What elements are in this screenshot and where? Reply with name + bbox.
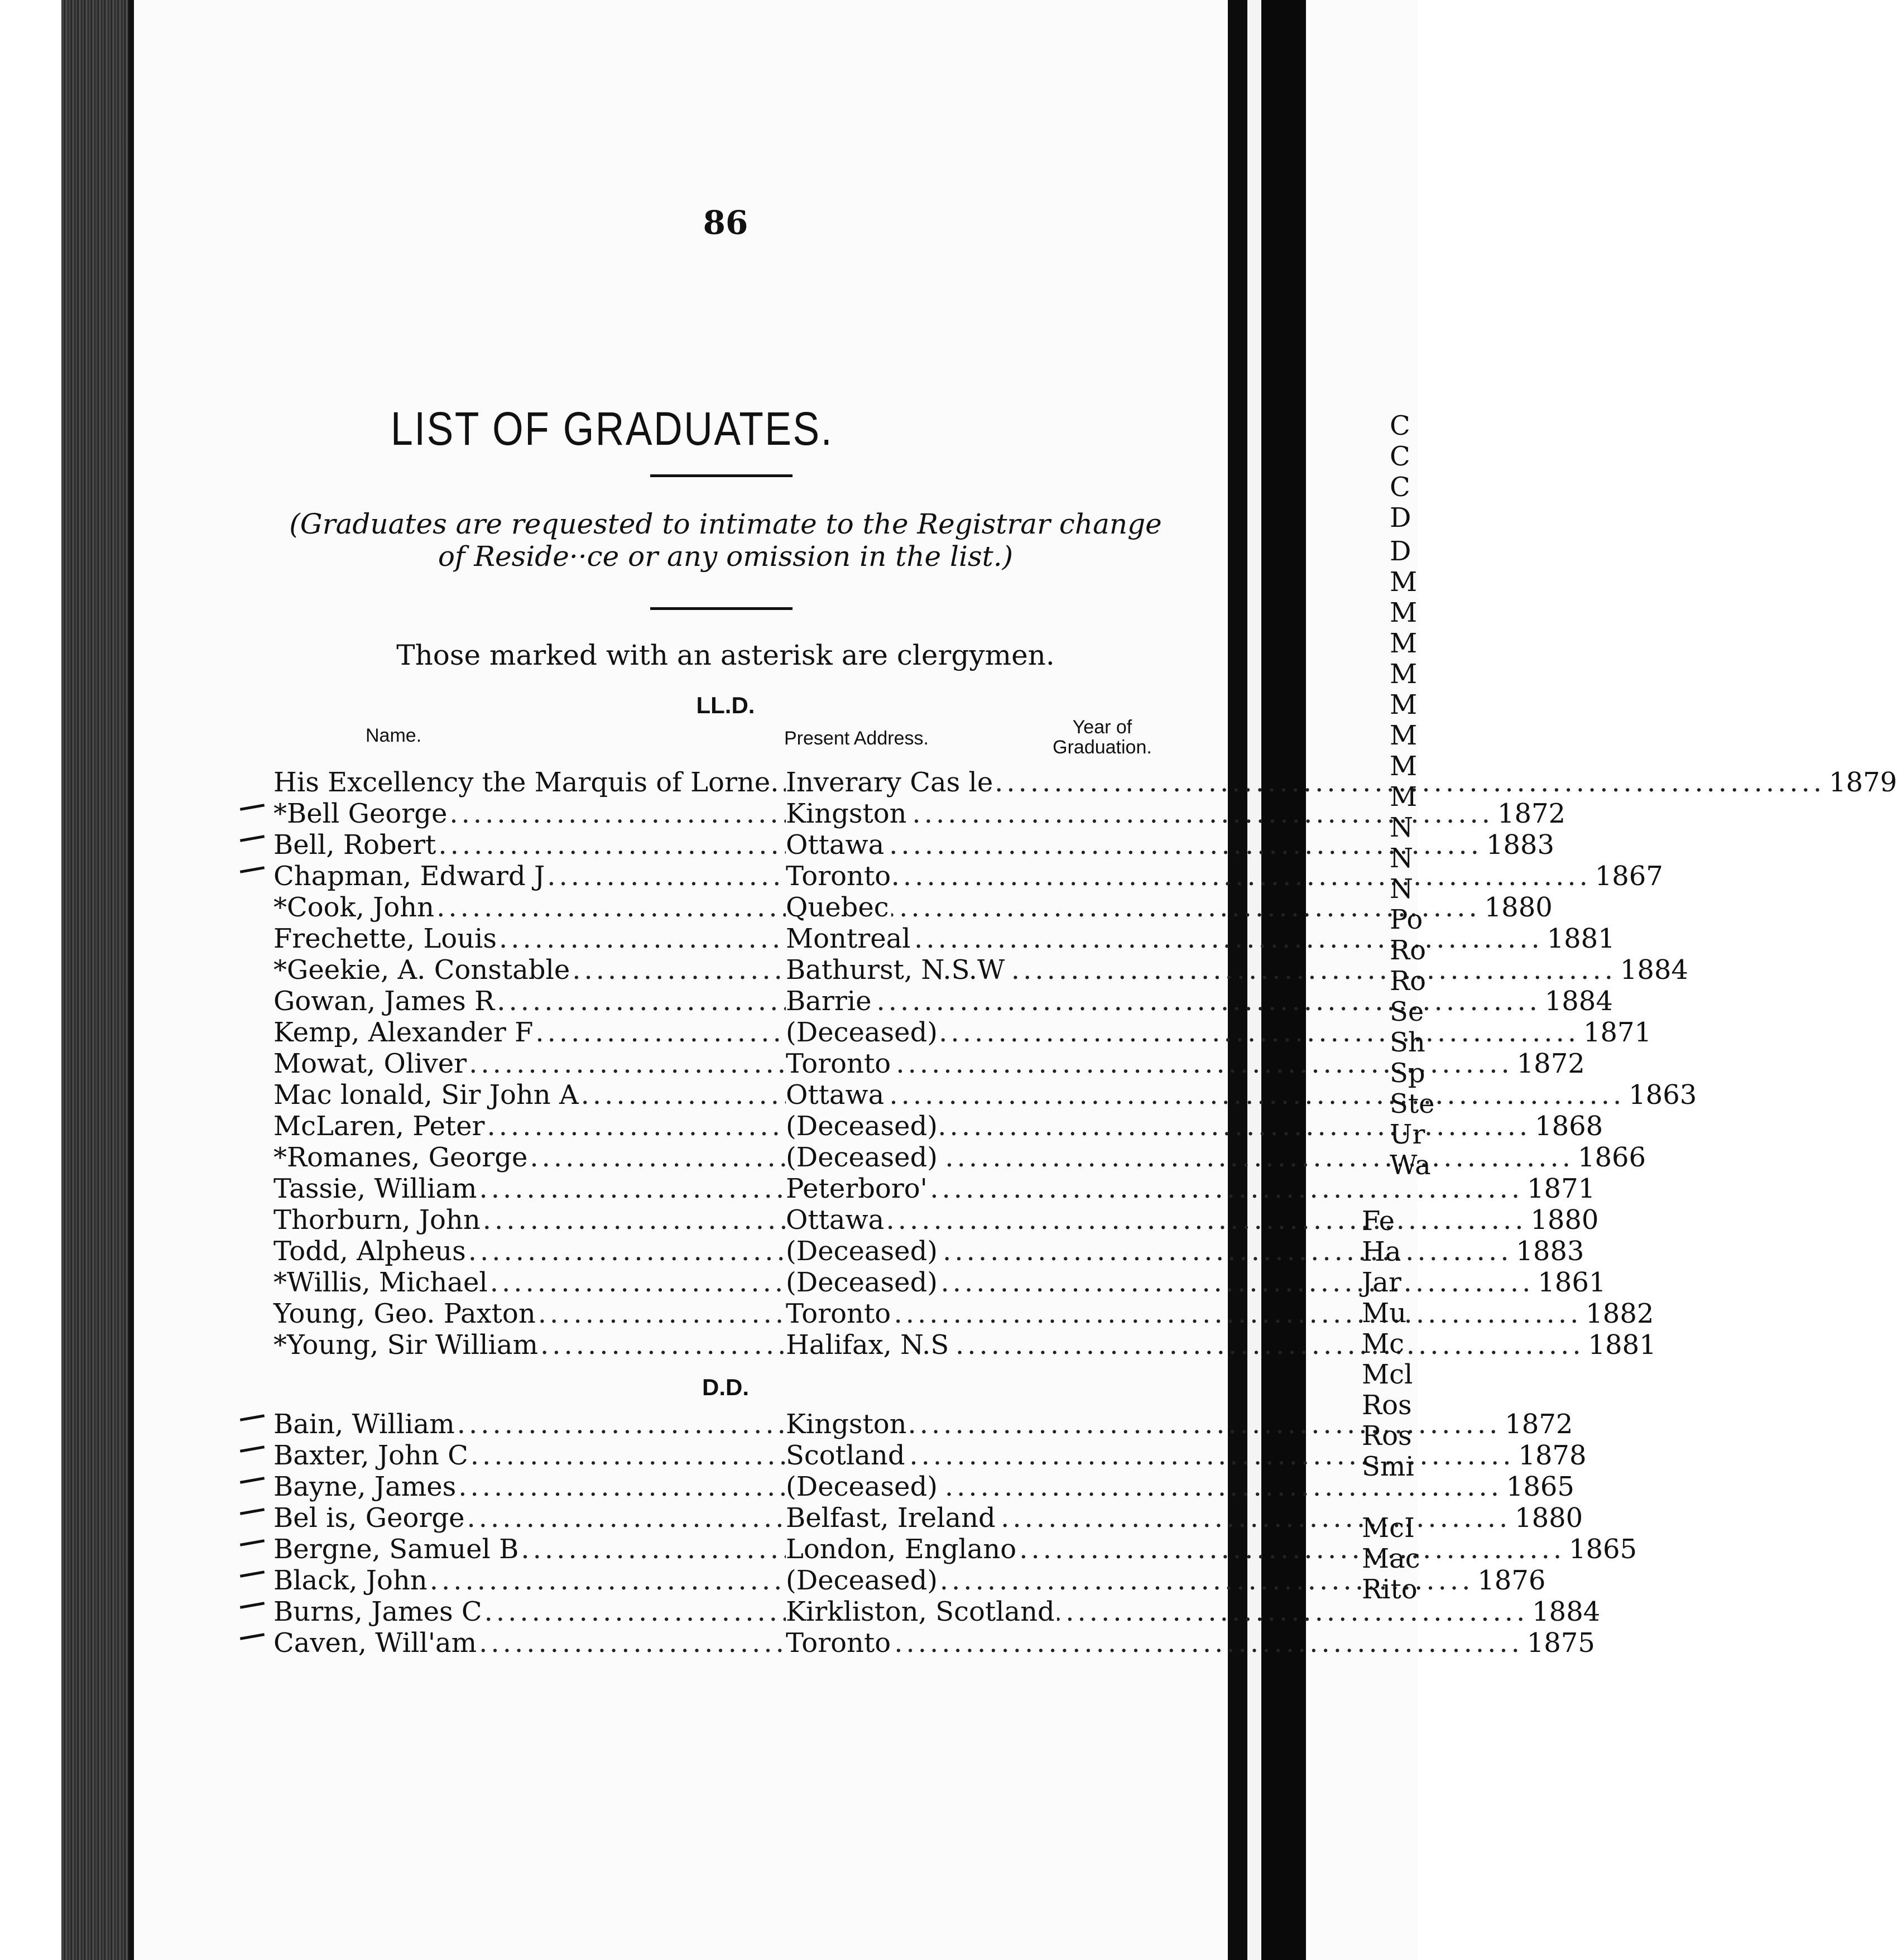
graduation-year: 1871 [1527,1173,1596,1204]
next-page-fragment: M [1390,659,1418,690]
next-page-fragment: Mac [1362,1543,1420,1574]
graduation-year: 1880 [1515,1502,1583,1534]
next-page-fragment: M [1390,689,1418,720]
graduate-address: (Deceased) [786,1267,940,1298]
next-page-fragment: Po [1390,904,1423,935]
graduate-address: (Deceased) [786,1017,940,1048]
graduate-address: Ottawa [786,1079,886,1111]
next-page-fragment: Ro [1390,935,1427,966]
graduate-name: Bain, William [273,1409,455,1440]
graduation-year: 1879 [1829,767,1897,798]
next-page-fragment: Ro [1390,965,1427,997]
next-page-fragment: Smi [1362,1451,1414,1482]
leader-dots [572,954,1616,986]
graduate-name: Bell, Robert [273,829,436,861]
graduation-year: 1881 [1547,923,1615,954]
leader-dots [430,1565,1474,1596]
graduation-year: 1880 [1484,892,1553,923]
next-page-fragment: C [1390,441,1410,472]
graduate-name: Mac lonald, Sir John A [273,1079,579,1111]
graduate-name: Bergne, Samuel B [273,1534,519,1565]
leader-dots [470,1440,1515,1471]
graduate-row [273,829,1554,861]
graduate-name: *Willis, Michael [273,1267,488,1298]
graduation-year: 1884 [1544,986,1613,1017]
graduation-year: 1865 [1506,1471,1574,1502]
graduate-row [273,861,1663,892]
registrar-note: (Graduates are requested to intimate to the Registrar change of Reside··ce or any omission in the list.) [289,508,1162,573]
graduate-row [273,1173,1596,1204]
graduate-row [273,798,1566,829]
leader-dots [479,1173,1523,1204]
graduate-name: Young, Geo. Paxton [273,1298,536,1329]
graduate-address: Kirkliston, Scotland [786,1596,1057,1627]
column-header-name: Name. [366,725,422,746]
next-page-fragment: M [1390,781,1418,813]
graduate-address: Halifax, N.S [786,1329,951,1361]
next-page-fragment: D [1390,536,1411,567]
graduate-name: Bayne, James [273,1471,457,1502]
column-header-year-line1: Year of [1072,717,1132,738]
leader-dots [457,1409,1501,1440]
next-page-fragment: Ros [1362,1420,1412,1452]
graduate-address: (Deceased) [786,1565,940,1596]
graduate-name: Thorburn, John [273,1204,481,1236]
graduate-row [273,1471,1574,1502]
next-page-fragment: Mcl [1362,1359,1413,1390]
leader-dots [547,861,1591,892]
graduation-year: 1871 [1583,1017,1652,1048]
column-header-address: Present Address. [784,728,929,749]
graduate-address: (Deceased) [786,1142,940,1173]
graduate-name: Baxter, John C [273,1440,468,1471]
next-page-fragment: N [1390,873,1413,905]
next-page-fragment: Rito [1362,1574,1418,1605]
graduate-address: Kingston [786,798,909,829]
graduate-name: Todd, Alpheus [273,1236,466,1267]
graduate-name: Burns, James C [273,1596,482,1627]
graduate-name: Bel is, George [273,1502,465,1534]
leader-dots [487,1111,1531,1142]
scan-background [0,0,61,1960]
next-page-fragment: N [1390,843,1413,874]
graduation-year: 1882 [1586,1298,1654,1329]
book-spine [61,0,128,1960]
graduate-name: *Young, Sir William [273,1329,538,1361]
graduation-year: 1875 [1526,1627,1595,1659]
next-page-fragment: D [1390,502,1411,534]
leader-dots [468,1236,1512,1267]
graduate-name: McLaren, Peter [273,1111,485,1142]
next-page-fragment: M [1390,628,1418,659]
next-page-fragment: McI [1362,1512,1415,1544]
graduate-address: Ottawa [786,1204,886,1236]
graduate-name: Kemp, Alexander F [273,1017,534,1048]
title-rule [650,474,793,477]
graduation-year: 1868 [1535,1111,1603,1142]
graduate-address: Toronto [786,1298,893,1329]
graduate-name: Caven, Will'am [273,1627,477,1659]
next-page-fragment: Ur [1390,1119,1425,1150]
graduation-year: 1867 [1595,861,1663,892]
leader-dots [479,1627,1523,1659]
section-heading-lld: LL.D. [696,692,755,718]
graduate-address: Kingston [786,1409,909,1440]
graduation-year: 1876 [1477,1565,1546,1596]
graduate-address: (Deceased) [786,1471,940,1502]
next-page-fragment: C [1390,472,1410,503]
graduation-year: 1872 [1497,798,1566,829]
graduate-name: *Geekie, A. Constable [273,954,570,986]
leader-dots [497,986,1541,1017]
next-page-fragment: Jar [1362,1267,1401,1298]
graduate-address: Montreal [786,923,913,954]
leader-dots [436,892,1481,923]
leader-dots [540,1329,1584,1361]
graduation-year: 1872 [1505,1409,1573,1440]
graduate-address: Quebec [786,892,891,923]
graduate-row [273,1596,1601,1627]
graduate-name: His Excellency the Marquis of Lorne. [273,767,779,798]
graduate-address: Barrie [786,986,874,1017]
leader-dots [469,1048,1513,1079]
graduate-row [273,1627,1595,1659]
graduate-row [273,767,1897,798]
graduate-name: *Romanes, George [273,1142,528,1173]
leader-dots [438,829,1482,861]
graduate-name: Frechette, Louis [273,923,497,954]
graduate-name: Chapman, Edward J [273,861,545,892]
note-rule [650,607,793,610]
graduate-address: Toronto [786,1048,893,1079]
graduation-year: 1861 [1538,1267,1606,1298]
graduation-year: 1863 [1629,1079,1697,1111]
next-page-fragment: M [1390,751,1418,782]
leader-dots [499,923,1543,954]
graduation-year: 1865 [1568,1534,1637,1565]
graduate-name: Black, John [273,1565,428,1596]
next-page-fragment: Se [1390,996,1424,1027]
section-heading-dd: D.D. [702,1374,749,1400]
graduate-name: Gowan, James R [273,986,495,1017]
next-page-fragment: C [1390,410,1410,441]
page-title: LIST OF GRADUATES. [391,402,834,455]
graduation-year: 1884 [1620,954,1688,986]
next-page-fragment: M [1390,597,1418,628]
next-page-fragment: Ros [1362,1390,1412,1421]
graduation-year: 1872 [1516,1048,1585,1079]
graduate-address: (Deceased) [786,1236,940,1267]
graduation-year: 1884 [1532,1596,1601,1627]
graduate-address: Bathurst, N.S.W [786,954,1007,986]
next-page-fragment: Wa [1390,1150,1431,1181]
graduate-name: Mowat, Oliver [273,1048,467,1079]
column-header-year-line2: Graduation. [1053,737,1152,758]
next-page-fragment: Mu [1362,1298,1407,1329]
asterisk-note: Those marked with an asterisk are clergymen. [396,639,1055,671]
spine-edge [128,0,134,1960]
graduation-year: 1878 [1518,1440,1587,1471]
graduate-address: Ottawa [786,829,886,861]
graduation-year: 1880 [1530,1204,1599,1236]
graduate-name: Tassie, William [273,1173,477,1204]
leader-dots [538,1298,1582,1329]
leader-dots [449,798,1493,829]
graduation-year: 1866 [1577,1142,1646,1173]
graduate-address: Belfast, Ireland [786,1502,998,1534]
next-page-fragment: Mc [1362,1328,1405,1359]
leader-dots [458,1471,1502,1502]
graduate-address: (Deceased) [786,1111,940,1142]
next-page-fragment: Ste [1390,1088,1435,1120]
graduate-address: London, Englano [786,1534,1019,1565]
graduate-address: Toronto [786,1627,893,1659]
graduate-address: Scotland [786,1440,907,1471]
next-page-fragment: M [1390,720,1418,751]
next-page-fragment: Ha [1362,1236,1401,1267]
leader-dots [581,1079,1625,1111]
next-page-fragment: M [1390,566,1418,598]
next-page-fragment: N [1390,812,1413,843]
graduate-name: *Bell George [273,798,448,829]
graduation-year: 1881 [1588,1329,1656,1361]
graduate-address: Peterboro' [786,1173,930,1204]
column-header-year [1035,717,1169,757]
next-page-fragment: Fe [1362,1205,1395,1237]
graduate-address: Toronto [786,861,893,892]
next-page-fragment: Sp [1390,1058,1425,1089]
graduate-name: *Cook, John [273,892,435,923]
graduation-year: 1883 [1486,829,1554,861]
graduate-address: Inverary Cas le [786,767,995,798]
graduation-year: 1883 [1516,1236,1584,1267]
page-number: 86 [703,204,748,242]
next-page-fragment: Sh [1390,1027,1425,1058]
